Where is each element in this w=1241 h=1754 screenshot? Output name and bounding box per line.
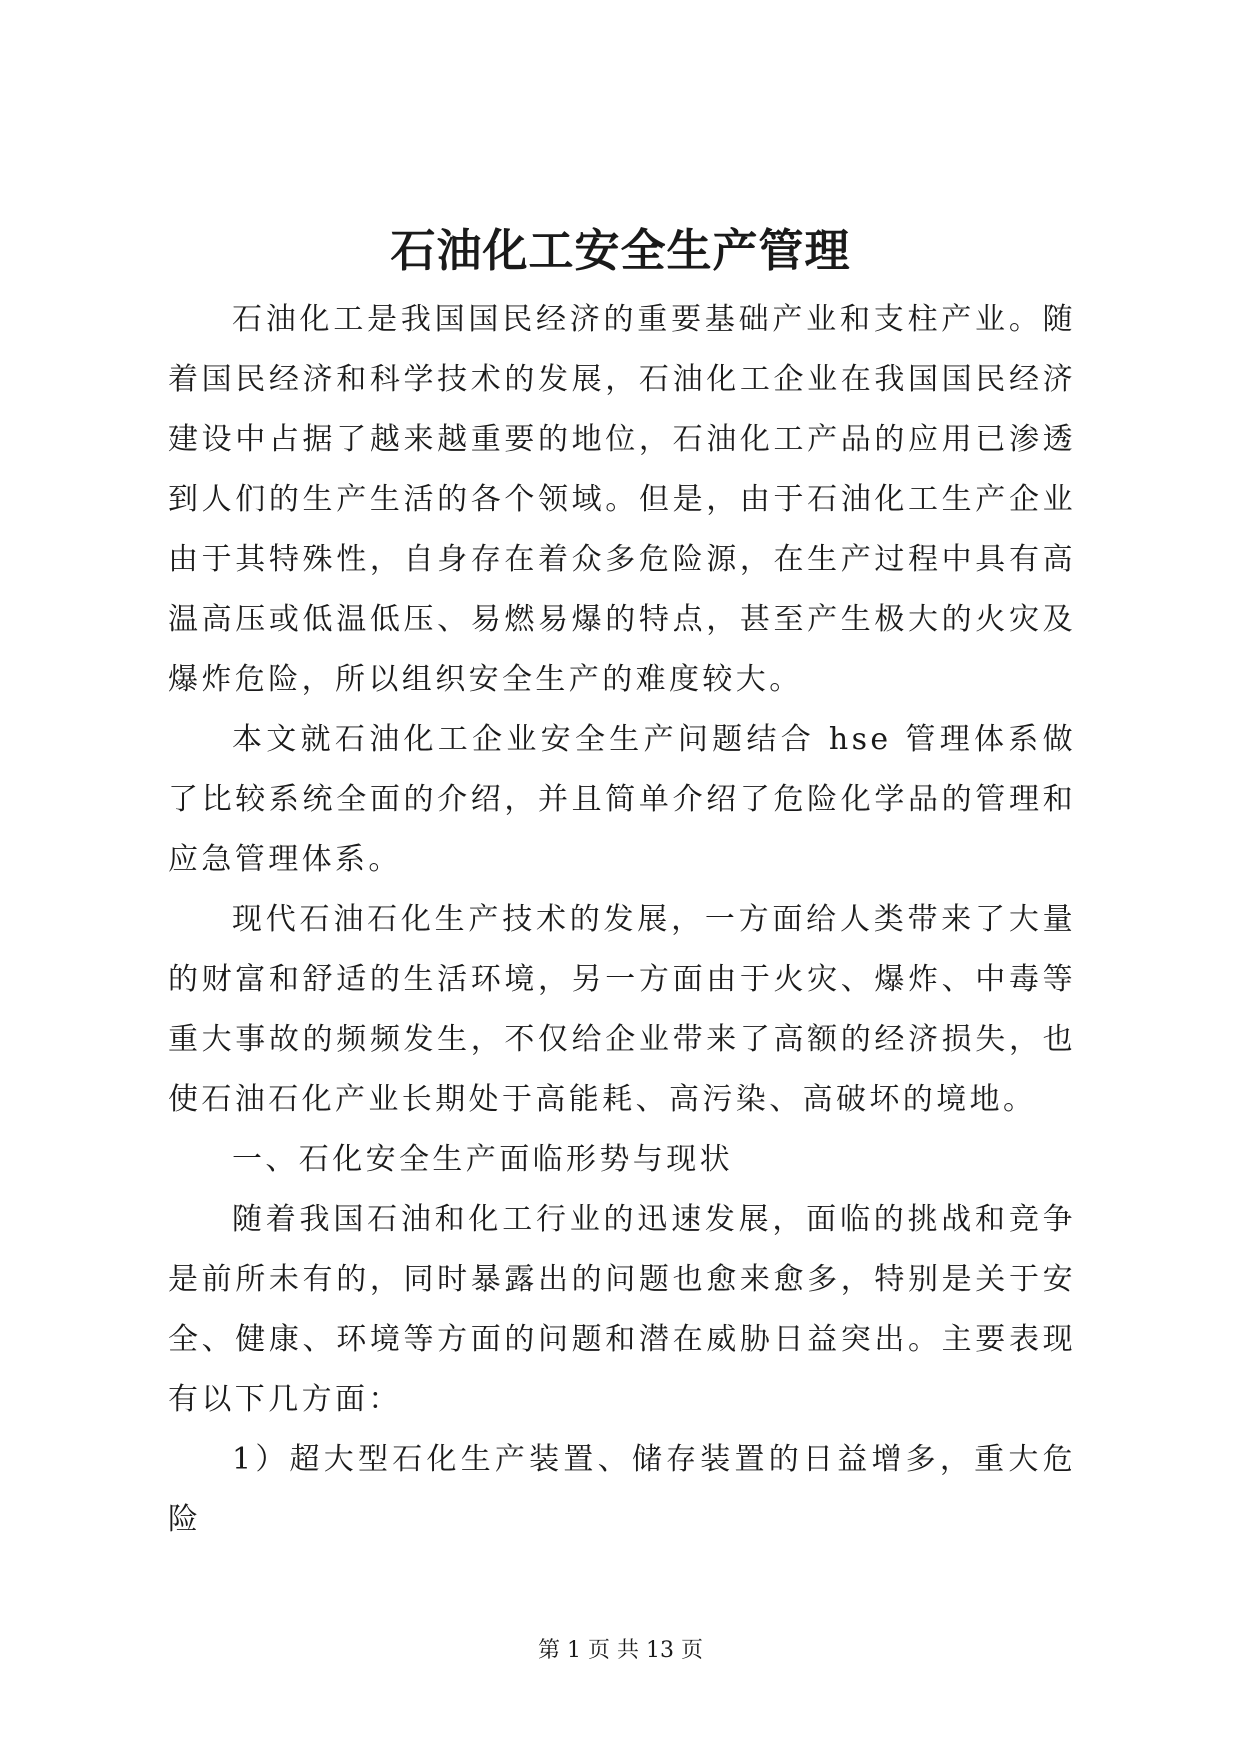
paragraph-intro: 石油化工是我国国民经济的重要基础产业和支柱产业。随着国民经济和科学技术的发展，石油化工企业在我国国民经济建设中占据了越来越重要的地位，石油化工产品的应用已渗透到人们的生产生活的各个领域。但是，由于石油化工生产企业由于其特殊性，自身存在着众多危险源，在生产过程中具有高温高压或低温低压、易燃易爆的特点，甚至产生极大的火灾及爆炸危险，所以组织安全生产的难度较大。 xyxy=(168,302,1076,697)
document-body xyxy=(168,290,1076,1550)
paragraph-background: 现代石油石化生产技术的发展，一方面给人类带来了大量的财富和舒适的生活环境，另一方面由于火灾、爆炸、中毒等重大事故的频频发生，不仅给企业带来了高额的经济损失，也使石油石化产业长期处于高能耗、高污染、高破坏的境地。 xyxy=(168,902,1076,1117)
list-item-1: 1）超大型石化生产装置、储存装置的日益增多，重大危险 xyxy=(168,1442,1076,1537)
paragraph-situation: 随着我国石油和化工行业的迅速发展，面临的挑战和竞争是前所未有的，同时暴露出的问题也愈来愈多，特别是关于安全、健康、环境等方面的问题和潜在威胁日益突出。主要表现有以下几方面： xyxy=(168,1202,1076,1417)
page-number: 第 1 页 共 13 页 xyxy=(538,1638,703,1663)
page-footer xyxy=(0,1636,1241,1666)
section-heading-1: 一、石化安全生产面临形势与现状 xyxy=(232,1142,733,1177)
document-title: 石油化工安全生产管理 xyxy=(390,224,851,277)
paragraph-scope: 本文就石油化工企业安全生产问题结合 hse 管理体系做了比较系统全面的介绍，并且简单介绍了危险化学品的管理和应急管理体系。 xyxy=(168,722,1076,877)
